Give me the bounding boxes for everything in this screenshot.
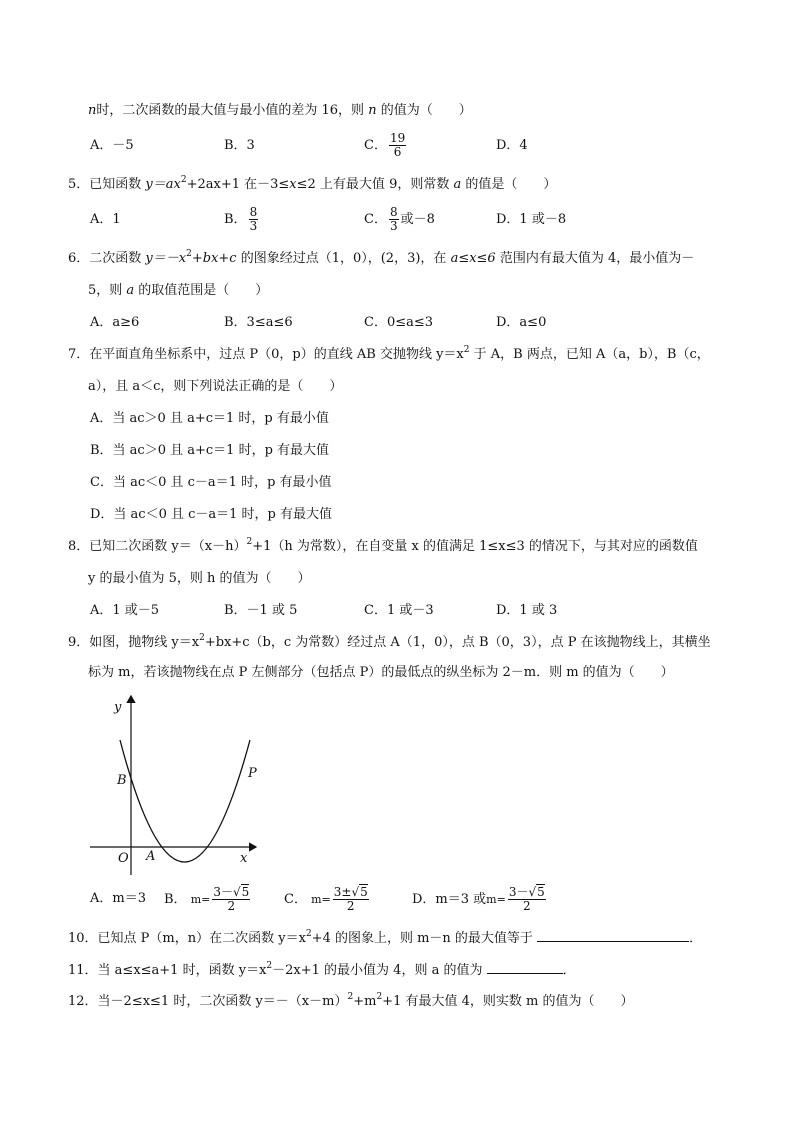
q6-t7: 范围内有最大值为 4，最小值为－ <box>495 251 695 266</box>
q9-option-a[interactable]: A．m＝3 <box>90 891 146 906</box>
q5-b-num: 8 <box>249 205 258 219</box>
q9-line1b: +bx+c（b，c 为常数）经过点 A（1，0），点 B（0，3），点 P 在该抛物线上，其横坐 <box>204 635 711 650</box>
q5-b-label: B． <box>224 212 247 227</box>
q5-c-fraction <box>389 206 399 233</box>
q7-line1-tail: 于 A，B 两点，已知 A（a，b），B（c， <box>469 347 710 362</box>
q6-t5: 的图象经过点（1，0），(2，3)，在 <box>236 251 451 266</box>
q4-var-n2: n <box>368 103 377 118</box>
q5-t8: 的值是（ ） <box>461 177 557 192</box>
q5-option-a[interactable]: A．1 <box>90 212 121 227</box>
q9-parabola-figure <box>80 690 270 880</box>
q5-option-d[interactable]: D．1 或－8 <box>496 212 567 227</box>
q7-option-c[interactable]: C．当 ac＜0 且 c－a＝1 时，p 有最小值 <box>90 475 332 490</box>
q9-b-num: 3－√5 <box>213 885 250 899</box>
q7-option-b[interactable]: B．当 ac＞0 且 a+c＝1 时，p 有最大值 <box>90 443 330 458</box>
q5-t2: y＝ax <box>145 177 181 192</box>
q4-c-fraction <box>389 132 406 159</box>
q9-option-c[interactable] <box>284 882 371 918</box>
q7-stem-line2: a），且 a＜c，则下列说法正确的是（ ） <box>88 379 343 394</box>
q9-c-num-a: 3± <box>333 885 352 899</box>
q9-b-fraction <box>212 886 250 913</box>
q10-a: 10．已知点 P（m，n）在二次函数 y＝x <box>68 931 306 946</box>
q5-t6: ≤2 上有最大值 9，则常数 <box>296 177 454 192</box>
q6-option-b[interactable]: B．3≤a≤6 <box>224 315 293 330</box>
q12-a: 12．当－2≤x≤1 时，二次函数 y＝－（x－m） <box>68 994 348 1009</box>
fig-label-a: A <box>146 849 156 864</box>
q5-sup: 2 <box>180 175 187 185</box>
q9-c-label: C． <box>284 892 307 907</box>
q9-d-num-b: 5 <box>537 885 545 899</box>
q4-text: 时，二次函数的最大值与最小值的差为 16，则 <box>96 103 369 118</box>
fig-label-y: y <box>114 700 122 715</box>
q9-stem-line2: 标为 m，若该抛物线在点 P 左侧部分（包括点 P）的最低点的纵坐标为 2－m．则 m 的值为（ ） <box>88 665 674 680</box>
q11-b: －2x+1 的最小值为 4，则 a 的值为 <box>272 963 487 978</box>
fig-label-x: x <box>240 851 248 866</box>
q9-c-den: 2 <box>346 899 355 913</box>
q4-c-num: 19 <box>389 131 406 145</box>
q8-line1b: +1（h 为常数），在自变量 x 的值满足 1≤x≤3 的情况下，与其对应的函数值 <box>252 539 698 554</box>
q4-suffix: 的值为（ ） <box>376 103 472 118</box>
q7-option-a[interactable]: A．当 ac＞0 且 a+c＝1 时，p 有最小值 <box>90 411 329 426</box>
fig-label-b: B <box>117 773 127 788</box>
q8-option-b[interactable]: B．－1 或 5 <box>224 603 298 618</box>
q7-sup: 2 <box>463 345 470 355</box>
parabola-curve <box>120 740 250 862</box>
q11-a: 11．当 a≤x≤a+1 时，函数 y＝x <box>68 963 267 978</box>
q9-d-num: 3－√5 <box>508 885 545 899</box>
q7-stem-line1 <box>68 346 710 364</box>
q9-d-den: 2 <box>522 899 531 913</box>
q12-sup: 2 <box>347 992 354 1002</box>
q4-c-den: 6 <box>393 145 402 159</box>
q5-c-label: C． <box>364 212 387 227</box>
q8-option-c[interactable]: C．1 或－3 <box>364 603 434 618</box>
q4-option-b[interactable]: B．3 <box>224 138 255 153</box>
q9-option-b[interactable] <box>164 882 252 918</box>
q5-c-den: 3 <box>389 219 398 233</box>
q4-option-a[interactable]: A．－5 <box>90 138 134 153</box>
q9-c-fraction <box>333 886 369 913</box>
q6-option-a[interactable]: A．a≥6 <box>90 315 140 330</box>
q5-option-c[interactable] <box>364 202 435 238</box>
q9-option-d[interactable] <box>412 882 548 918</box>
q4-stem <box>88 102 472 120</box>
q5-c-num: 8 <box>389 205 398 219</box>
q10-stem <box>68 929 702 948</box>
q8-stem-line1 <box>68 538 698 556</box>
q8-option-d[interactable]: D．1 或 3 <box>496 603 558 618</box>
q5-stem <box>68 176 556 194</box>
q9-c-num: 3±√5 <box>333 885 368 899</box>
q6-t4: +bx+c <box>191 251 237 266</box>
q11-stem <box>68 961 576 980</box>
q6-t2: y＝－x <box>145 251 187 266</box>
q5-b-fraction <box>249 206 259 233</box>
q5-option-b[interactable] <box>224 202 260 238</box>
q9-d-label: D．m＝3 或 <box>412 892 487 907</box>
q9-d-fraction <box>508 886 546 913</box>
q11-sup: 2 <box>266 961 273 971</box>
q6-t8: 5，则 <box>88 283 127 298</box>
q12-sup2: 2 <box>376 992 383 1002</box>
q9-b-den: 2 <box>227 899 236 913</box>
q7-option-d[interactable]: D．当 ac＜0 且 c－a＝1 时，p 有最大值 <box>90 507 333 522</box>
q4-var-n: n <box>88 103 97 118</box>
q10-sup: 2 <box>305 929 312 939</box>
q12-b: +m <box>353 994 377 1009</box>
q7-line1: 7．在平面直角坐标系中，过点 P（0，p）的直线 AB 交抛物线 y＝x <box>68 347 464 362</box>
q12-stem <box>68 993 633 1011</box>
q11-end: ． <box>562 963 576 978</box>
q9-c-m: m= <box>311 893 331 906</box>
q5-t1: 5．已知函数 <box>68 177 146 192</box>
q8-option-a[interactable]: A．1 或－5 <box>90 603 160 618</box>
q12-c: +1 有最大值 4，则实数 m 的值为（ ） <box>382 994 634 1009</box>
q6-t9: a <box>126 283 135 298</box>
q6-option-d[interactable]: D．a≤0 <box>496 315 547 330</box>
q9-b-num-a: 3－ <box>213 885 233 899</box>
fig-label-p: P <box>248 766 257 781</box>
q9-sup: 2 <box>199 633 205 643</box>
q5-t4: +2ax+1 在－3≤ <box>186 177 290 192</box>
q9-b-num-b: 5 <box>241 885 250 899</box>
q8-line1a: 8．已知二次函数 y＝（x－h） <box>68 539 247 554</box>
q6-t10: 的取值范围是（ ） <box>134 283 269 298</box>
q10-end: ． <box>689 931 703 946</box>
q4-option-c[interactable] <box>364 128 408 164</box>
q5-t7: a <box>453 177 462 192</box>
q6-t1: 6．二次函数 <box>68 251 146 266</box>
q4-c-label: C． <box>364 138 387 153</box>
q6-option-c[interactable]: C．0≤a≤3 <box>364 315 434 330</box>
q9-d-m: m= <box>486 893 506 906</box>
q11-answer-blank[interactable] <box>487 961 563 974</box>
q8-sup: 2 <box>246 537 253 547</box>
q8-stem-line2: y 的最小值为 5，则 h 的值为（ ） <box>88 571 311 586</box>
q5-c-tail: 或－8 <box>400 212 435 227</box>
q6-stem-line1 <box>68 250 694 268</box>
q9-c-num-b: 5 <box>360 885 368 899</box>
q6-sup: 2 <box>186 249 192 259</box>
q9-line1a: 9．如图，抛物线 y＝x <box>68 635 200 650</box>
q9-b-label: B． <box>164 892 187 907</box>
q4-option-d[interactable]: D．4 <box>496 138 528 153</box>
q6-t6: a≤x≤6 <box>450 251 496 266</box>
q9-stem-line1 <box>68 634 711 652</box>
q10-answer-blank[interactable] <box>537 929 689 942</box>
q6-stem-line2 <box>88 282 268 300</box>
q5-t5: x <box>289 177 297 192</box>
q5-b-den: 3 <box>249 219 258 233</box>
q9-d-num-a: 3－ <box>508 885 529 899</box>
q9-b-m: m= <box>190 893 211 906</box>
fig-label-origin: O <box>118 851 129 866</box>
q10-b: +4 的图象上，则 m－n 的最大值等于 <box>311 931 538 946</box>
